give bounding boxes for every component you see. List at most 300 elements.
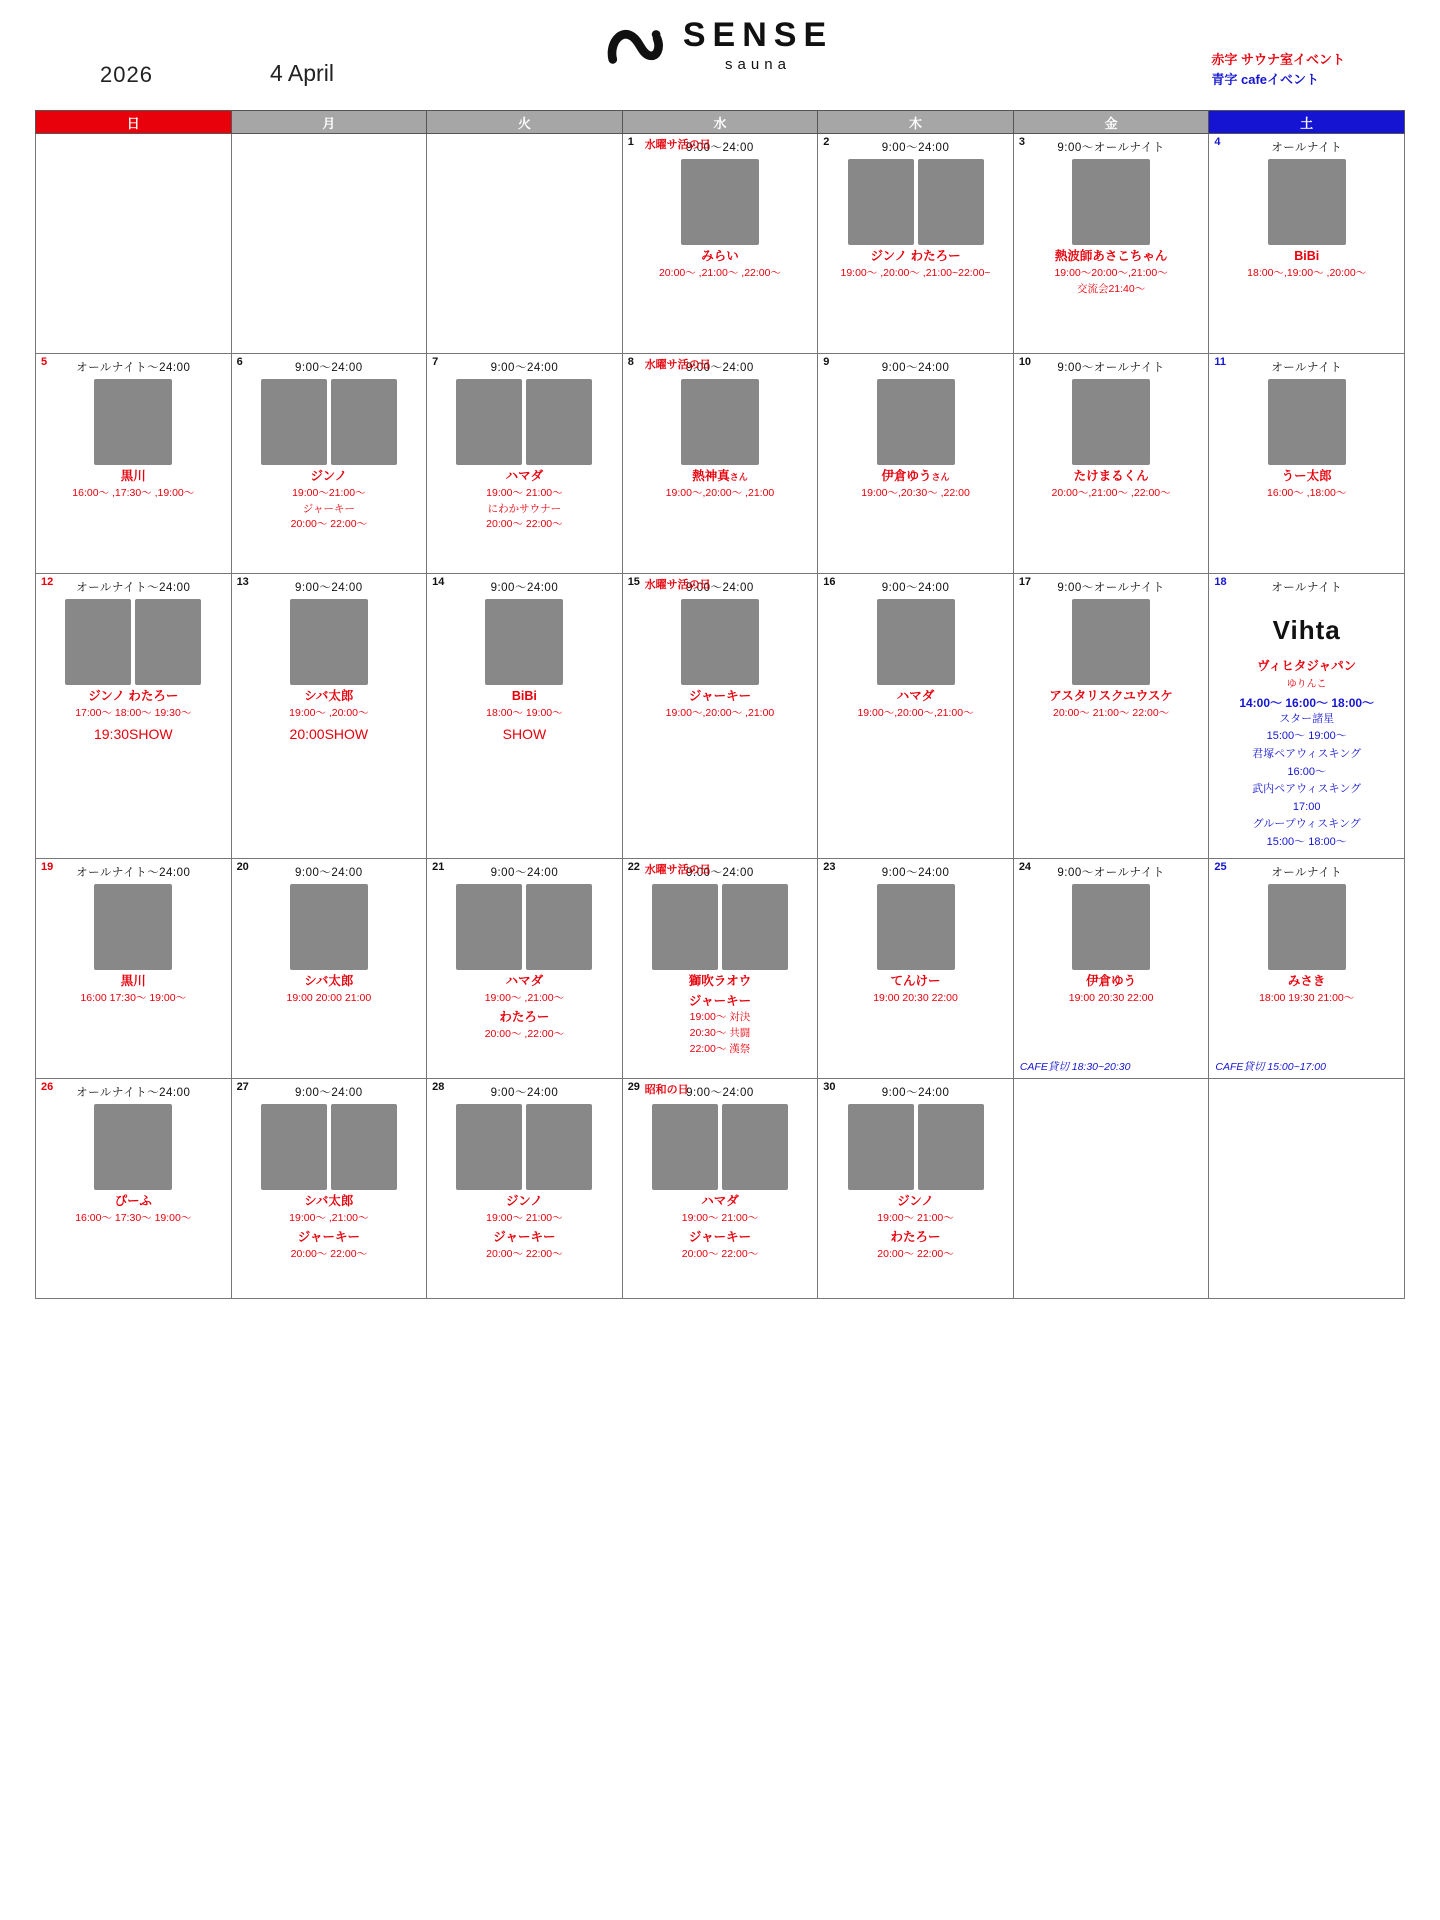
calendar-week-row xyxy=(36,1078,1405,1298)
event-time-line: 20:00～ 22:00～ xyxy=(877,1248,954,1261)
day-number: 12 xyxy=(41,576,54,588)
day-number: 9 xyxy=(823,356,830,368)
event-title: みさき xyxy=(1287,973,1326,988)
event-title: 熱神真さん xyxy=(692,469,748,483)
event-photos xyxy=(38,599,229,685)
calendar-cell-day-11[interactable] xyxy=(1209,354,1405,574)
day-tag: 昭和の日 xyxy=(644,1083,689,1096)
event-times xyxy=(625,706,816,722)
event-title-2: ジャーキー xyxy=(493,1230,556,1245)
event-photo xyxy=(94,1104,172,1190)
event-time-line: 18:00 19:30 21:00～ xyxy=(1259,991,1355,1004)
event-photo xyxy=(722,1104,788,1190)
event-title: 伊倉ゆう xyxy=(1086,973,1137,988)
weekday-header-5: 金 xyxy=(1013,111,1209,134)
calendar-cell-empty[interactable] xyxy=(36,134,232,354)
calendar-table xyxy=(35,110,1405,1299)
event-title: ジンノ わたろー xyxy=(870,249,961,263)
event-times xyxy=(429,706,620,722)
event-photo xyxy=(652,884,718,970)
opening-hours: 9:00～24:00 xyxy=(295,1086,363,1099)
event-time-line: 19:00 20:00 21:00 xyxy=(286,991,372,1004)
brand-logo xyxy=(607,18,833,72)
opening-hours: オールナイト xyxy=(1271,582,1343,594)
opening-hours: 9:00～24:00 xyxy=(881,866,950,879)
event-title: うー太郎 xyxy=(1281,469,1332,483)
event-times xyxy=(429,486,620,533)
day-number: 22 xyxy=(627,860,640,873)
calendar-cell-day-15[interactable] xyxy=(622,574,818,859)
opening-hours: 9:00～24:00 xyxy=(881,142,950,154)
event-times xyxy=(429,991,620,1007)
opening-hours: 9:00～24:00 xyxy=(881,362,950,374)
calendar-week-row xyxy=(36,134,1405,354)
day-tag: 水曜サ活の日 xyxy=(644,359,711,371)
event-times-2 xyxy=(429,1027,620,1043)
calendar-week-row xyxy=(36,354,1405,574)
event-title: 熱波師あさこちゃん xyxy=(1054,249,1168,263)
event-title: BiBi xyxy=(1294,249,1320,263)
opening-hours: 9:00～24:00 xyxy=(295,866,363,879)
event-photos xyxy=(429,379,620,465)
opening-hours: 9:00～24:00 xyxy=(490,866,559,879)
day-number: 1 xyxy=(627,136,634,148)
event-photos xyxy=(429,884,620,970)
event-times xyxy=(38,991,229,1007)
calendar-cell-empty[interactable] xyxy=(1209,1078,1405,1298)
event-times xyxy=(38,706,229,722)
event-time-line: 19:00～,20:30～ ,22:00 xyxy=(861,486,970,499)
event-time-line: 16:00～ ,17:30～ ,19:00～ xyxy=(72,486,195,499)
event-photos xyxy=(38,884,229,970)
opening-hours: 9:00～24:00 xyxy=(295,582,363,594)
event-times xyxy=(38,1211,229,1227)
event-photos xyxy=(38,1104,229,1190)
opening-hours: 9:00～24:00 xyxy=(686,866,754,879)
event-time-line: 19:00～ 21:00～ xyxy=(486,486,563,499)
event-times xyxy=(820,1211,1011,1227)
sense-logo-icon xyxy=(607,19,665,71)
calendar-cell-day-20[interactable] xyxy=(231,858,427,1078)
cafe-event-line: 16:00～ xyxy=(1287,765,1326,778)
opening-hours: 9:00～オールナイト xyxy=(1057,142,1165,154)
event-photo xyxy=(1268,884,1346,970)
opening-hours: 9:00～24:00 xyxy=(686,1086,754,1099)
event-time-line: 19:00～21:00～ xyxy=(292,486,366,499)
event-title: てんけー xyxy=(890,973,941,988)
event-times xyxy=(625,1211,816,1227)
event-time-line: 16:00 17:30～ 19:00～ xyxy=(80,991,187,1004)
event-title: ハマダ xyxy=(701,1193,739,1208)
event-title: 黒川 xyxy=(120,469,146,483)
event-time-line: 19:00～ 21:00～ xyxy=(486,1211,563,1224)
event-photos xyxy=(625,159,816,245)
event-times xyxy=(1016,706,1207,722)
opening-hours: 9:00～24:00 xyxy=(686,142,754,154)
calendar-cell-day-13[interactable] xyxy=(231,574,427,859)
event-times-2 xyxy=(234,1247,425,1263)
event-time-line: 20:00～ 22:00～ xyxy=(681,1248,759,1261)
calendar-cell-day-19[interactable] xyxy=(36,858,232,1078)
event-times xyxy=(625,1010,816,1057)
day-number: 24 xyxy=(1018,860,1032,873)
event-subtitle: ゆりんこ xyxy=(1286,678,1327,690)
event-photos xyxy=(1211,379,1402,465)
day-number: 19 xyxy=(41,860,54,873)
calendar-cell-day-18[interactable] xyxy=(1209,574,1405,859)
day-number: 6 xyxy=(236,356,243,368)
opening-hours: 9:00～オールナイト xyxy=(1057,866,1165,879)
opening-hours: 9:00～24:00 xyxy=(490,1086,559,1099)
event-time-line: 20:00～ 22:00～ xyxy=(486,1248,563,1261)
event-title: ヴィヒタジャパン xyxy=(1257,659,1357,673)
weekday-header-3: 水 xyxy=(622,111,818,134)
calendar-cell-day-24[interactable] xyxy=(1013,858,1209,1078)
event-photos xyxy=(625,1104,816,1190)
opening-hours: オールナイト～24:00 xyxy=(76,362,191,374)
page-header xyxy=(35,0,1405,110)
day-number: 14 xyxy=(432,576,445,588)
event-times xyxy=(820,266,1011,282)
show-label: 19:30SHOW xyxy=(93,725,173,742)
event-photos xyxy=(38,379,229,465)
event-time-line: 19:00～,20:00～,21:00～ xyxy=(857,706,974,719)
calendar-cell-day-22[interactable] xyxy=(622,858,818,1078)
event-time-line: 20:00～ 22:00～ xyxy=(290,518,368,531)
event-times xyxy=(820,991,1011,1007)
opening-hours: 9:00～オールナイト xyxy=(1057,582,1165,594)
event-title: ぴーふ xyxy=(114,1193,152,1208)
calendar-cell-day-30[interactable] xyxy=(818,1078,1014,1298)
event-photo xyxy=(877,599,955,685)
calendar-cell-day-12[interactable] xyxy=(36,574,232,859)
event-title: ジャーキー xyxy=(688,689,752,703)
day-number: 25 xyxy=(1214,860,1227,873)
event-photo xyxy=(526,884,592,970)
event-title: シバ太郎 xyxy=(304,689,354,703)
event-time-line: 20:00～,21:00～ ,22:00～ xyxy=(1051,486,1171,499)
event-time-line: 19:00～ ,21:00～ xyxy=(289,1211,369,1224)
event-time-line: ジャーキー xyxy=(302,502,355,515)
event-time-line: 20:00～ 21:00～ 22:00～ xyxy=(1053,706,1170,719)
show-label: SHOW xyxy=(502,725,547,742)
calendar-cell-day-14[interactable] xyxy=(427,574,623,859)
event-photo xyxy=(135,599,201,685)
event-title-2: ジャーキー xyxy=(688,993,752,1008)
day-number: 3 xyxy=(1018,136,1025,148)
weekday-header-4: 木 xyxy=(818,111,1014,134)
day-number: 15 xyxy=(627,576,640,588)
event-photo xyxy=(681,599,759,685)
event-time-line: 20:30～ 共闘 xyxy=(689,1027,751,1040)
event-title: BiBi xyxy=(511,689,537,703)
opening-hours: 9:00～オールナイト xyxy=(1057,362,1165,374)
event-photo xyxy=(1072,379,1150,465)
cafe-reserved-note: CAFE貸切 18:30~20:30 xyxy=(1019,1060,1131,1073)
event-photos xyxy=(625,599,816,685)
calendar-cell-day-28[interactable] xyxy=(427,1078,623,1298)
event-times xyxy=(1016,991,1207,1007)
event-photo xyxy=(681,159,759,245)
calendar-cell-day-3[interactable] xyxy=(1013,134,1209,354)
calendar-cell-day-27[interactable] xyxy=(231,1078,427,1298)
opening-hours: オールナイト～24:00 xyxy=(76,1086,191,1099)
day-number: 2 xyxy=(823,136,830,148)
event-times xyxy=(234,991,425,1007)
event-time-line: 19:00～ 21:00～ xyxy=(877,1211,954,1224)
day-number: 30 xyxy=(823,1080,836,1093)
event-photos xyxy=(1016,599,1207,685)
opening-hours: オールナイト xyxy=(1271,866,1343,879)
cafe-event-line: 15:00～ 19:00～ xyxy=(1266,730,1347,743)
event-time-line: 19:00～ ,20:00～ xyxy=(289,706,369,719)
event-title: みらい xyxy=(701,249,739,263)
calendar-cell-day-6[interactable] xyxy=(231,354,427,574)
event-time-line: 18:00～ 19:00～ xyxy=(486,706,563,719)
event-title: シバ太郎 xyxy=(304,1193,354,1208)
event-title: ハマダ xyxy=(896,689,935,703)
calendar-cell-empty[interactable] xyxy=(231,134,427,354)
opening-hours: 9:00～24:00 xyxy=(881,1086,950,1099)
year-label: 2026 xyxy=(100,62,153,87)
cafe-event-line: 武内ペアウィスキング xyxy=(1252,783,1362,796)
brand-text xyxy=(683,18,833,72)
event-photo xyxy=(331,1104,397,1190)
cafe-event-line: グループウィスキング xyxy=(1252,818,1361,831)
day-number: 26 xyxy=(41,1080,54,1093)
event-photos xyxy=(625,379,816,465)
event-photos xyxy=(820,379,1011,465)
calendar-cell-day-10[interactable] xyxy=(1013,354,1209,574)
event-photo xyxy=(456,1104,522,1190)
event-time-line: 20:00～ ,22:00～ xyxy=(484,1028,565,1041)
event-title: ハマダ xyxy=(505,973,544,988)
opening-hours: 9:00～24:00 xyxy=(295,362,363,374)
event-photo xyxy=(261,1104,327,1190)
event-photos xyxy=(1016,159,1207,245)
event-times-2 xyxy=(820,1247,1011,1263)
calendar-cell-day-1[interactable] xyxy=(622,134,818,354)
weekday-header-0: 日 xyxy=(36,111,232,134)
event-photos xyxy=(820,159,1011,245)
cafe-event-line: スター諸星 xyxy=(1279,712,1335,725)
event-times-2 xyxy=(429,1247,620,1263)
day-number: 4 xyxy=(1214,136,1221,148)
event-photos xyxy=(1211,884,1402,970)
day-number: 21 xyxy=(432,860,445,873)
cafe-event-list xyxy=(1211,711,1402,852)
event-time-line: 19:00 20:30 22:00 xyxy=(1068,991,1154,1004)
event-photo xyxy=(485,599,563,685)
event-photo xyxy=(722,884,788,970)
event-title: たけまるくん xyxy=(1073,469,1149,483)
weekday-header-2: 火 xyxy=(427,111,623,134)
calendar-cell-day-9[interactable] xyxy=(818,354,1014,574)
event-title: シバ太郎 xyxy=(304,973,354,988)
event-photo xyxy=(877,379,955,465)
opening-hours: 9:00～24:00 xyxy=(686,362,754,374)
event-photo xyxy=(877,884,955,970)
event-time-line: 19:00～ ,21:00～ xyxy=(484,991,565,1004)
day-number: 7 xyxy=(432,356,439,368)
calendar-cell-empty[interactable] xyxy=(1013,1078,1209,1298)
event-photo xyxy=(652,1104,718,1190)
day-tag: 水曜サ活の日 xyxy=(644,863,711,876)
calendar-cell-day-29[interactable] xyxy=(622,1078,818,1298)
event-photos xyxy=(820,599,1011,685)
event-photos xyxy=(234,599,425,685)
day-number: 28 xyxy=(432,1080,445,1093)
calendar-cell-day-21[interactable] xyxy=(427,858,623,1078)
day-number: 17 xyxy=(1018,576,1032,588)
event-title: 獅吹ラオウ xyxy=(688,973,752,988)
cafe-event-line: 君塚ペアウィスキング xyxy=(1252,748,1362,761)
event-photos xyxy=(234,884,425,970)
brand-tagline: sauna xyxy=(725,56,791,73)
day-number: 11 xyxy=(1214,356,1227,368)
event-time-line: 17:00～ 18:00～ 19:30～ xyxy=(75,706,192,719)
event-photo xyxy=(1268,159,1346,245)
event-photos xyxy=(820,884,1011,970)
event-photos xyxy=(234,1104,425,1190)
cafe-reserved-note: CAFE貸切 15:00~17:00 xyxy=(1215,1060,1326,1073)
event-photo xyxy=(65,599,131,685)
event-photo xyxy=(1072,599,1150,685)
event-times xyxy=(820,486,1011,502)
event-title: 伊倉ゆうさん xyxy=(881,469,950,483)
legend xyxy=(1211,50,1345,89)
event-time-line: 20:00～ ,21:00～ ,22:00～ xyxy=(658,266,781,279)
event-times xyxy=(234,1211,425,1227)
cafe-times: 14:00～ 16:00～ 18:00～ xyxy=(1239,695,1375,710)
day-number: 23 xyxy=(823,860,836,873)
event-photo xyxy=(456,379,522,465)
event-photo xyxy=(848,1104,914,1190)
event-time-line: 19:00～,20:00～ ,21:00 xyxy=(665,486,775,499)
weekday-header-6: 土 xyxy=(1209,111,1405,134)
calendar-cell-day-16[interactable] xyxy=(818,574,1014,859)
event-photos xyxy=(1016,379,1207,465)
day-number: 29 xyxy=(627,1080,640,1093)
calendar-cell-empty[interactable] xyxy=(427,134,623,354)
event-times xyxy=(429,1211,620,1227)
day-tag: 水曜サ活の日 xyxy=(644,579,711,591)
legend-sauna-event: 赤字 サウナ室イベント xyxy=(1211,52,1345,67)
event-photo xyxy=(918,1104,984,1190)
event-title: ハマダ xyxy=(505,469,544,483)
calendar-cell-day-25[interactable] xyxy=(1209,858,1405,1078)
show-label: 20:00SHOW xyxy=(289,725,369,742)
event-photo xyxy=(918,159,984,245)
calendar-week-row xyxy=(36,858,1405,1078)
event-photo xyxy=(1268,379,1346,465)
event-photo xyxy=(290,599,368,685)
event-time-line: 20:00～ 22:00～ xyxy=(290,1248,368,1261)
event-photos xyxy=(820,1104,1011,1190)
brand-name: SENSE xyxy=(682,16,834,54)
event-times xyxy=(234,486,425,533)
opening-hours: 9:00～24:00 xyxy=(881,582,950,594)
vihta-logo: Vihta xyxy=(1272,615,1341,645)
event-time-line: 19:00～20:00～,21:00～ xyxy=(1054,266,1168,279)
event-times xyxy=(625,486,816,502)
event-photo xyxy=(94,379,172,465)
calendar-cell-day-23[interactable] xyxy=(818,858,1014,1078)
event-times xyxy=(625,266,816,282)
event-photos xyxy=(1016,884,1207,970)
calendar-cell-day-26[interactable] xyxy=(36,1078,232,1298)
event-title-2: わたろー xyxy=(499,1010,550,1025)
event-time-line: 19:00～ 21:00～ xyxy=(681,1211,759,1224)
opening-hours: オールナイト～24:00 xyxy=(76,582,191,594)
event-time-line: 交流会21:40～ xyxy=(1076,282,1146,295)
calendar-cell-day-17[interactable] xyxy=(1013,574,1209,859)
event-photo xyxy=(526,1104,592,1190)
day-number: 8 xyxy=(627,356,634,368)
event-time-line: 16:00～ 17:30～ 19:00～ xyxy=(75,1211,192,1224)
calendar-week-row xyxy=(36,574,1405,859)
opening-hours: オールナイト xyxy=(1271,142,1343,154)
event-title: ジンノ わたろー xyxy=(88,689,179,703)
event-time-line: 18:00～,19:00～ ,20:00～ xyxy=(1247,266,1367,279)
event-times xyxy=(38,486,229,502)
event-title-2: ジャーキー xyxy=(688,1230,752,1245)
event-photos xyxy=(1211,159,1402,245)
event-time-line: 16:00～ ,18:00～ xyxy=(1266,486,1347,499)
event-time-line: 19:00～ 対決 xyxy=(689,1011,751,1024)
cafe-event-line: 17:00 xyxy=(1292,800,1321,813)
day-tag: 水曜サ活の日 xyxy=(644,139,711,151)
event-photo xyxy=(331,379,397,465)
event-times xyxy=(1016,486,1207,502)
event-photo xyxy=(848,159,914,245)
calendar-cell-day-2[interactable] xyxy=(818,134,1014,354)
opening-hours: オールナイト～24:00 xyxy=(76,866,191,879)
event-title: ジンノ xyxy=(310,469,348,483)
event-title: ジンノ xyxy=(897,1193,934,1208)
event-photo xyxy=(1072,159,1150,245)
event-photo xyxy=(681,379,759,465)
legend-cafe-event: 青字 cafeイベント xyxy=(1211,71,1320,87)
weekday-header-row xyxy=(36,111,1405,134)
event-photo xyxy=(290,884,368,970)
cafe-event-line: 15:00～ 18:00～ xyxy=(1266,836,1347,849)
weekday-header-1: 月 xyxy=(231,111,427,134)
event-photo xyxy=(526,379,592,465)
event-times-2 xyxy=(625,1247,816,1263)
event-title: ジンノ xyxy=(506,1193,543,1208)
event-times xyxy=(1211,486,1402,502)
day-number: 18 xyxy=(1214,576,1227,588)
calendar-cell-day-8[interactable] xyxy=(622,354,818,574)
event-time-line: にわかサウナー xyxy=(487,502,562,515)
day-number: 13 xyxy=(236,576,249,588)
event-time-line: 22:00～ 漢祭 xyxy=(689,1042,751,1055)
event-title: 黒川 xyxy=(120,973,146,988)
event-photos xyxy=(429,599,620,685)
opening-hours: 9:00～24:00 xyxy=(686,582,754,594)
event-photos xyxy=(429,1104,620,1190)
calendar-cell-day-5[interactable] xyxy=(36,354,232,574)
calendar-cell-day-4[interactable] xyxy=(1209,134,1405,354)
event-times xyxy=(820,706,1011,722)
event-times xyxy=(1211,266,1402,282)
event-title-2: わたろー xyxy=(890,1230,941,1245)
event-photos xyxy=(625,884,816,970)
event-time-line: 19:00～,20:00～ ,21:00 xyxy=(665,706,775,719)
event-time-line: 19:00～ ,20:00～ ,21:00~22:00~ xyxy=(840,266,991,279)
calendar-cell-day-7[interactable] xyxy=(427,354,623,574)
